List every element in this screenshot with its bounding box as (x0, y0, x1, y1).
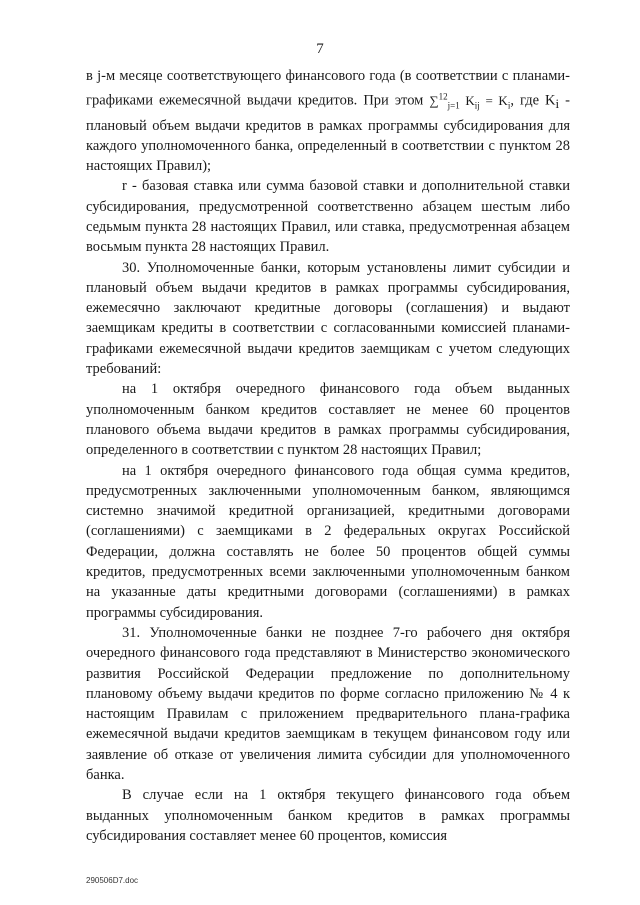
paragraph-rate-definition: r - базовая ставка или сумма базовой ставки и дополнительной ставки субсидирования, предусмотренной соответственно абзацем шестым либо седьмым пункта 28 настоящих Правил, или ставка, предусмотренная абзацем восьмым пункта 28 настоящих Правил. (86, 178, 570, 256)
paragraph-requirement-2: на 1 октября очередного финансового года общая сумма кредитов, предусмотренных заключенными уполномоченным банком, являющимся системно значимой кредитной организацией, кредитными договорами (соглашениями) с заемщиками в 2 федеральных округах Российской Федерации, должна составлять не более 50 процентов общей суммы кредитов, предусмотренных всеми заключенными уполномоченным банком на указанные даты кредитными договорами (соглашениями) в рамках программы субсидирования. (86, 462, 570, 621)
paragraph-case: В случае если на 1 октября текущего финансового года объем выданных уполномоченным банком кредитов в рамках программы субсидирования составляет менее 60 процентов, комиссия (86, 787, 570, 844)
formula-result-subscript: i (507, 100, 511, 111)
sum-sign: ∑ (429, 92, 439, 108)
formula-subscript: i (555, 96, 560, 112)
paragraph-section-31: 31. Уполномоченные банки не позднее 7-го рабочего дня октября очередного финансового года представляют в Министерство экономического развития Российской Федерации предложение по дополнительному плановому объему выдачи кредитов по форме согласно приложению № 4 к настоящим Правилам с приложением предварительного плана-графика ежемесячной выдачи кредитов заемщикам в текущем финансовом году или заявление об отказе от увеличения лимита субсидии для уполномоченного банка. (86, 624, 570, 784)
page-number: 7 (316, 41, 324, 57)
paragraph-continuation (86, 66, 570, 176)
document-body (86, 66, 570, 846)
footer-filename: 290506D7.doc (86, 876, 139, 885)
formula-variable: K (465, 92, 475, 108)
paragraph-requirement-1: на 1 октября очередного финансового года объем выданных уполномоченным банком кредитов составляет не менее 60 процентов планового объема выдачи кредитов в рамках программы субсидирования, определенного в соответствии с пунктом 28 настоящих Правил; (86, 381, 570, 459)
paragraph-text: в j-м месяце соответствующего финансового года (в соответствии с планами-графиками ежемесячной выдачи кредитов. При этом (86, 68, 570, 109)
sum-lower-limit: j=1 (447, 100, 460, 111)
sum-upper-limit: 12 (438, 91, 448, 102)
formula-equals: = K (479, 92, 508, 108)
paragraph-section-30: 30. Уполномоченные банки, которым установлены лимит субсидии и плановый объем выдачи кредитов в рамках программы субсидирования, ежемесячно заключают кредитные договоры (соглашения) и выдают заемщикам кредиты в соответствии с согласованными комиссией планами-графиками ежемесячной выдачи кредитов заемщикам с учетом следующих требований: (86, 259, 570, 378)
sum-formula (429, 91, 511, 111)
paragraph-text: - плановый объем выдачи кредитов в рамках программы субсидирования для каждого уполномоченного банка, определенный в соответствии с пунктом 28 настоящих Правил); (86, 92, 570, 175)
paragraph-text: , где K (510, 92, 556, 109)
formula-subscript: ij (474, 100, 480, 111)
